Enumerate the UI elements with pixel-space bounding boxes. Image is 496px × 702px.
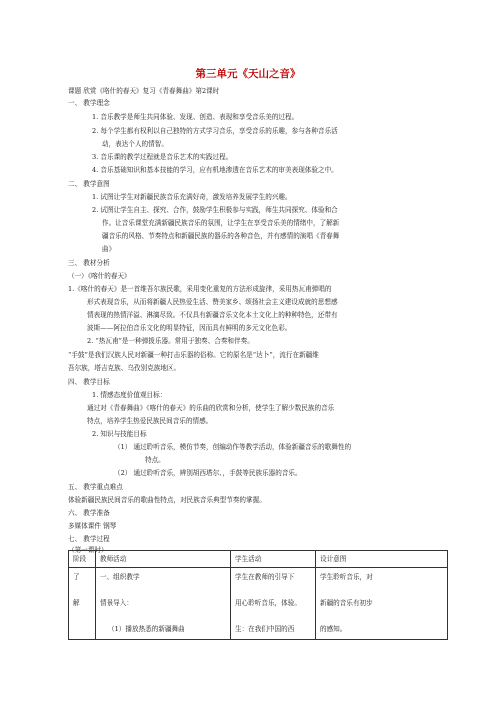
paragraph-line: 4. 音乐基础知识和基本技能的学习，应有机地渗透在音乐艺术的审美表现体验之中。 <box>92 166 338 174</box>
cell-line: （1）播放热悉的新疆舞曲 <box>108 625 185 633</box>
paragraph-line: 曲》 <box>102 245 116 253</box>
paragraph-line: 1. 情感态度价值观目标： <box>92 391 167 399</box>
paragraph-line: 2. 试图让学生自主、探究、合作，鼓励学生积极参与实践，师生共同探究、体验和合 <box>92 206 338 214</box>
document-title: 第三单元《天山之音》 <box>195 68 301 80</box>
cell-line: 新疆的音乐有初步 <box>320 599 373 607</box>
table-header-cell: 设计意图 <box>316 551 448 568</box>
design-intent-cell <box>316 568 448 640</box>
paragraph-line: 1.《喀什的春天》是一首维吾尔族民歌，采用变化重复的方法形成旋律，采用热瓦甫弹唱的 <box>68 285 332 293</box>
lesson-subject: 课题 欣赏《咯什的春天》复习《青春舞曲》第2课时 <box>68 87 220 95</box>
paragraph-line: （1） 通过聆听音乐，模仿节奏，创编动作等教学活动，体验新疆音乐的歌舞性的 <box>114 443 352 451</box>
paragraph-line: 3. 音乐课的教学过程就是音乐艺术的实践过程。 <box>92 153 233 161</box>
section-heading: 六、 教学准备 <box>68 509 110 517</box>
cell-line: 学生在教师的引导下 <box>235 573 295 581</box>
section-heading: 三、 教材分析 <box>68 259 110 267</box>
paragraph-line: 作。让音乐课堂充满新疆民族音乐的氛围，让学生在享受音乐美的情绪中，了解新 <box>102 219 340 227</box>
paragraph-line: “手鼓”是我们汉族人民对新疆一种打击乐器的俗称。它的原名是“达卜”，流行在新疆维 <box>68 351 319 359</box>
paragraph-line: 动，表达个人的情智。 <box>102 140 168 148</box>
table-row <box>69 568 448 640</box>
section-heading: 五、 教学重点难点 <box>68 483 123 491</box>
cell-line: 学生聆听音乐，对 <box>320 573 373 581</box>
stage-cell <box>69 568 96 640</box>
paragraph-line: 2. 每个学生都有权利以自己独特的方式学习音乐，享受音乐的乐趣，参与各种音乐活 <box>92 127 338 135</box>
subsection-heading: （一）《喀什的春天》 <box>68 272 131 280</box>
cell-line: 一、组织教学 <box>100 573 140 581</box>
table-header-row <box>69 551 448 568</box>
cell-line: 用心聆听音乐，体验。 <box>235 599 301 607</box>
paragraph-line: （第一课时） <box>68 546 108 554</box>
cell-line: 生：在我们中国的西 <box>235 625 295 633</box>
paragraph-line: 特点。 <box>145 456 165 464</box>
paragraph-line: 2. 知识与技能目标 <box>92 430 147 438</box>
paragraph-line: 多媒体课件 钢琴 <box>68 522 117 530</box>
student-activity-cell <box>231 568 316 640</box>
table-header-cell: 教师活动 <box>96 551 231 568</box>
paragraph-line: 2. “热瓦甫”是一种弹拨乐器。常用于独奏、合奏和伴奏。 <box>87 337 254 345</box>
paragraph-line: 形式表现音乐，从而将新疆人民热爱生活、赞美家乡、颂扬社会主义建设成就的思想感 <box>87 298 338 306</box>
paragraph-line: 1. 试图让学生对新疆民族音乐充满好奇，激发培养发展学生的兴趣。 <box>92 193 292 201</box>
paragraph-line: 通过对《青春舞曲》《喀什的春天》的乐曲的欣赏和分析，使学生了解少数民族的音乐 <box>87 404 335 412</box>
section-heading: 一、 教学理念 <box>68 99 110 107</box>
section-heading: 七、 教学过程 <box>68 535 110 543</box>
paragraph-line: 1. 音乐教学是师生共同体验、发现、创造、表现和享受音乐美的过程。 <box>92 113 299 121</box>
table-header-cell: 阶段 <box>69 551 96 568</box>
paragraph-line: 特点，培养学生热爱民族民间音乐的情感。 <box>87 417 213 425</box>
section-heading: 二、 教学意图 <box>68 180 110 188</box>
paragraph-line: 疆音乐的风格、节奏特点和新疆民族的器乐的各种音色，并有感情的演唱《青春舞 <box>102 232 340 240</box>
paragraph-line: 波斯——阿拉伯音乐文化的明显特征，因而具有鲜明的多元文化色彩。 <box>87 324 292 332</box>
paragraph-line: 情表现的热情洋溢、淋漓尽致。不仅具有新疆音乐文化本土文化上的种种特色，还带有 <box>87 311 338 319</box>
teacher-activity-cell <box>96 568 231 640</box>
section-heading: 四、 教学目标 <box>68 378 110 386</box>
paragraph-line: （2） 通过聆听音乐，辨别胡西塔尔、，手鼓等民族乐器的音乐。 <box>114 469 302 477</box>
cell-line: 了 <box>73 573 80 581</box>
cell-line: 解 <box>73 599 80 607</box>
cell-line: 的感知。 <box>320 625 347 633</box>
table-header-cell: 学生活动 <box>231 551 316 568</box>
cell-line: 情景导入： <box>100 599 133 607</box>
paragraph-line: 吾尔族，塔吉克族、乌孜别克族地区。 <box>68 364 181 372</box>
lesson-process-table <box>68 550 448 640</box>
paragraph-line: 体验新疆民族民间音乐的歌曲性特点，对民族音乐典型节奏的掌握。 <box>68 496 266 504</box>
